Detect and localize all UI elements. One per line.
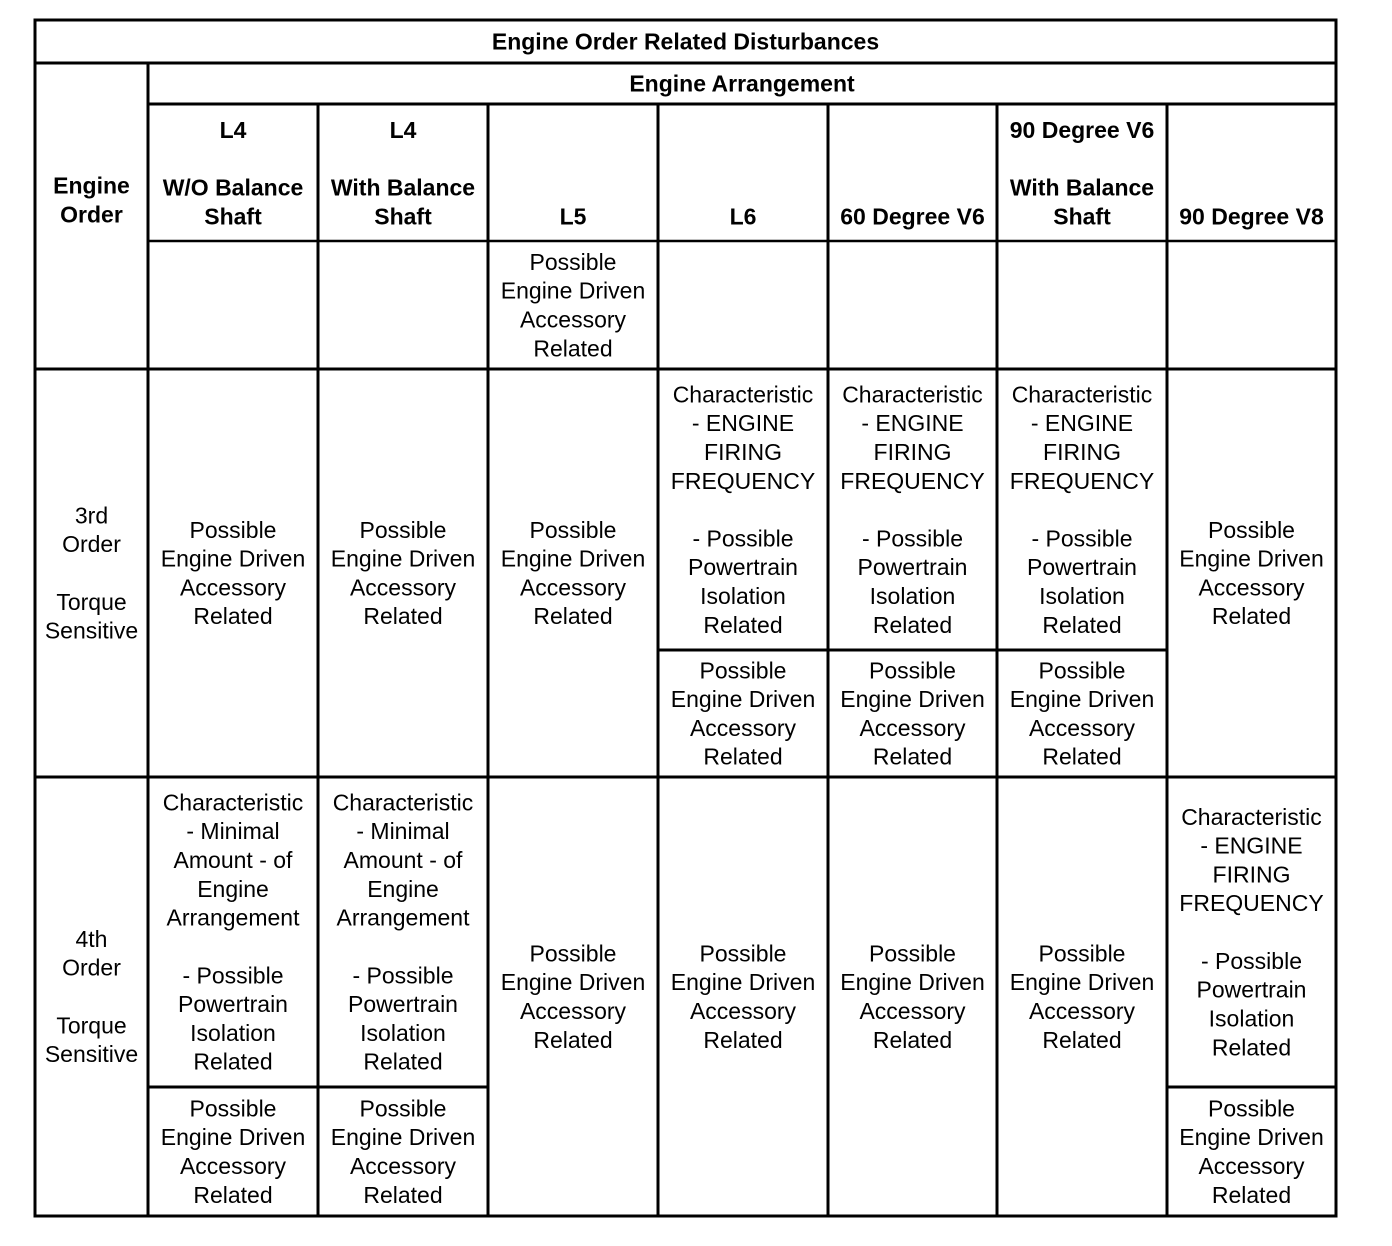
- table-cell: Engine Driven: [1179, 545, 1324, 572]
- table-cell-upper: Characteristic: [332, 789, 474, 816]
- table-cell-upper: Amount - of: [173, 847, 293, 873]
- table-cell: Accessory: [349, 574, 457, 601]
- table-cell-upper: Characteristic: [672, 381, 814, 408]
- table-cell-upper: FREQUENCY: [670, 467, 816, 494]
- column-header-l4_wo: W/O Balance: [162, 174, 304, 201]
- table-cell: Possible: [529, 248, 617, 275]
- table-cell: Accessory: [519, 574, 627, 601]
- table-cell-upper: Arrangement: [336, 904, 470, 931]
- column-header-l4_wo: L4: [219, 116, 247, 143]
- table-cell: Related: [363, 603, 443, 630]
- table-cell: Possible: [359, 516, 447, 543]
- table-cell-upper: Powertrain: [1196, 976, 1307, 1003]
- row-label-2: Torque: [56, 588, 127, 615]
- table-cell-upper: FREQUENCY: [840, 467, 985, 494]
- table-cell-upper: - ENGINE: [861, 410, 964, 437]
- table-cell-lower: Related: [703, 743, 783, 770]
- table-cell: Engine Driven: [1009, 969, 1155, 996]
- engine-arrangement-header: Engine Arrangement: [629, 70, 855, 97]
- table-cell-upper: FREQUENCY: [1009, 467, 1155, 494]
- table-cell: Engine Driven: [500, 969, 646, 996]
- table-cell-lower: Accessory: [349, 1152, 457, 1179]
- table-cell-lower: Engine Driven: [330, 1124, 476, 1151]
- table-cell: Related: [533, 335, 613, 362]
- table-cell-upper: Isolation: [700, 582, 786, 609]
- row-header-label: Order: [60, 201, 123, 228]
- column-header-l4_w: Shaft: [374, 203, 432, 230]
- table-cell-upper: - Possible: [352, 962, 454, 989]
- column-header-v8_90: 90 Degree V8: [1179, 203, 1324, 230]
- column-header-v6_90: With Balance: [1009, 174, 1155, 201]
- table-cell: Possible: [1208, 516, 1295, 543]
- table-cell-lower: Possible: [699, 657, 787, 684]
- table-cell-upper: Related: [872, 611, 953, 638]
- table-cell: Engine Driven: [330, 545, 476, 572]
- table-cell-lower: Accessory: [859, 714, 966, 741]
- table-cell-upper: Characteristic: [842, 381, 983, 408]
- table-cell-lower: Possible: [359, 1095, 447, 1122]
- table-cell-lower: Related: [363, 1181, 443, 1208]
- table-cell-lower: Related: [872, 743, 953, 770]
- table-cell: Accessory: [1028, 997, 1136, 1024]
- table-cell: Possible: [189, 516, 277, 543]
- table-cell-upper: Isolation: [360, 1019, 446, 1046]
- table-cell-lower: Related: [193, 1181, 273, 1208]
- row-label-3: Order: [62, 954, 121, 981]
- table-cell: Related: [1211, 603, 1292, 630]
- table-title: Engine Order Related Disturbances: [491, 28, 880, 55]
- row-label-3: 4th: [75, 925, 108, 952]
- row-label-3: Torque: [56, 1012, 127, 1039]
- table-cell-upper: Characteristic: [162, 789, 304, 816]
- table-cell-upper: FREQUENCY: [1179, 890, 1324, 917]
- table-cell: Related: [533, 603, 613, 630]
- table-cell: Accessory: [689, 997, 797, 1024]
- table-cell-upper: Characteristic: [1181, 803, 1322, 830]
- column-header-l4_w: L4: [389, 116, 417, 143]
- table-cell: Possible: [869, 940, 956, 967]
- table-cell: Accessory: [519, 306, 627, 333]
- table-cell: Engine Driven: [840, 969, 985, 996]
- table-cell-upper: - Possible: [862, 525, 963, 552]
- row-label-2: 3rd: [74, 502, 109, 529]
- table-cell-upper: - Possible: [182, 962, 284, 989]
- table-cell-upper: Powertrain: [348, 991, 458, 1017]
- table-cell-upper: Isolation: [869, 582, 956, 609]
- table-cell: Engine Driven: [160, 545, 306, 572]
- table-cell-upper: Arrangement: [166, 904, 300, 931]
- table-cell: Related: [872, 1026, 953, 1053]
- table-cell-lower: Possible: [189, 1095, 277, 1122]
- table-cell-upper: FIRING: [1212, 861, 1291, 888]
- table-cell-upper: Engine: [197, 875, 269, 902]
- table-cell-upper: Powertrain: [857, 554, 968, 581]
- table-cell-upper: Powertrain: [688, 554, 798, 581]
- row-header-label: Engine: [53, 172, 130, 199]
- table-cell-upper: - Possible: [1031, 525, 1133, 552]
- table-cell: Possible: [529, 940, 617, 967]
- table-cell: Possible: [699, 940, 787, 967]
- table-cell-lower: Possible: [869, 657, 956, 684]
- table-cell: Related: [193, 603, 273, 630]
- table-cell: Engine Driven: [670, 969, 816, 996]
- table-cell-lower: Accessory: [179, 1152, 287, 1179]
- table-cell: Related: [1042, 1026, 1122, 1053]
- table-cell-upper: FIRING: [1043, 439, 1121, 465]
- table-cell-upper: Isolation: [1208, 1005, 1295, 1032]
- table-cell-lower: Engine Driven: [1179, 1124, 1324, 1151]
- table-cell-lower: Possible: [1038, 657, 1126, 684]
- table-cell-upper: Powertrain: [1027, 554, 1137, 581]
- table-cell-lower: Engine Driven: [1009, 686, 1155, 713]
- column-header-v6_90: Shaft: [1053, 203, 1111, 230]
- table-cell-upper: - Possible: [692, 525, 794, 552]
- table-cell-upper: - Possible: [1201, 947, 1302, 974]
- column-header-v6_60: 60 Degree V6: [840, 203, 985, 230]
- table-cell-lower: Engine Driven: [840, 686, 985, 713]
- table-cell-upper: Engine: [367, 875, 439, 902]
- table-cell-upper: FIRING: [704, 439, 782, 465]
- table-cell-upper: Related: [193, 1048, 273, 1075]
- table-cell-upper: Characteristic: [1011, 381, 1153, 408]
- table-cell-lower: Related: [1042, 743, 1122, 770]
- table-cell-lower: Related: [1211, 1181, 1292, 1208]
- table-cell-lower: Engine Driven: [670, 686, 816, 713]
- table-cell-upper: Powertrain: [178, 991, 288, 1017]
- table-cell-upper: Amount - of: [343, 847, 463, 873]
- table-cell-upper: FIRING: [873, 439, 952, 465]
- table-cell-upper: - Minimal: [356, 818, 450, 845]
- table-cell-upper: Related: [363, 1048, 443, 1075]
- table-cell-lower: Accessory: [689, 714, 797, 741]
- table-cell: Accessory: [859, 997, 966, 1024]
- table-cell-upper: - ENGINE: [1030, 410, 1134, 437]
- row-label-2: Sensitive: [44, 617, 139, 644]
- table-cell: Possible: [529, 516, 617, 543]
- table-cell-upper: Related: [703, 611, 783, 638]
- table-cell: Related: [703, 1026, 783, 1053]
- table-cell-lower: Engine Driven: [160, 1124, 306, 1151]
- table-cell-upper: - Minimal: [186, 818, 280, 845]
- table-cell: Accessory: [179, 574, 287, 601]
- table-cell: Related: [533, 1026, 613, 1053]
- table-cell: Possible: [1038, 940, 1126, 967]
- column-header-v6_90: 90 Degree V6: [1009, 116, 1155, 143]
- table-cell: Accessory: [519, 997, 627, 1024]
- table-cell-lower: Accessory: [1028, 714, 1136, 741]
- column-header-l4_wo: Shaft: [204, 203, 262, 230]
- table-cell-lower: Possible: [1208, 1095, 1295, 1122]
- column-header-l5: L5: [559, 203, 587, 230]
- row-label-2: Order: [62, 531, 121, 558]
- table-cell-upper: - ENGINE: [691, 410, 795, 437]
- table-cell: Engine Driven: [500, 277, 646, 304]
- column-header-l6: L6: [729, 203, 757, 230]
- table-texts: [45, 29, 1324, 1208]
- table-cell-upper: Isolation: [190, 1019, 276, 1046]
- row-label-3: Sensitive: [44, 1041, 139, 1068]
- table-cell: Accessory: [1198, 574, 1305, 601]
- table-cell-upper: Related: [1042, 611, 1122, 638]
- table-cell-upper: - ENGINE: [1200, 832, 1303, 859]
- column-header-l4_w: With Balance: [330, 174, 476, 201]
- table-cell-upper: Related: [1211, 1034, 1292, 1061]
- table-cell-upper: Isolation: [1039, 582, 1125, 609]
- table-cell-lower: Accessory: [1198, 1152, 1305, 1179]
- table-cell: Engine Driven: [500, 545, 646, 572]
